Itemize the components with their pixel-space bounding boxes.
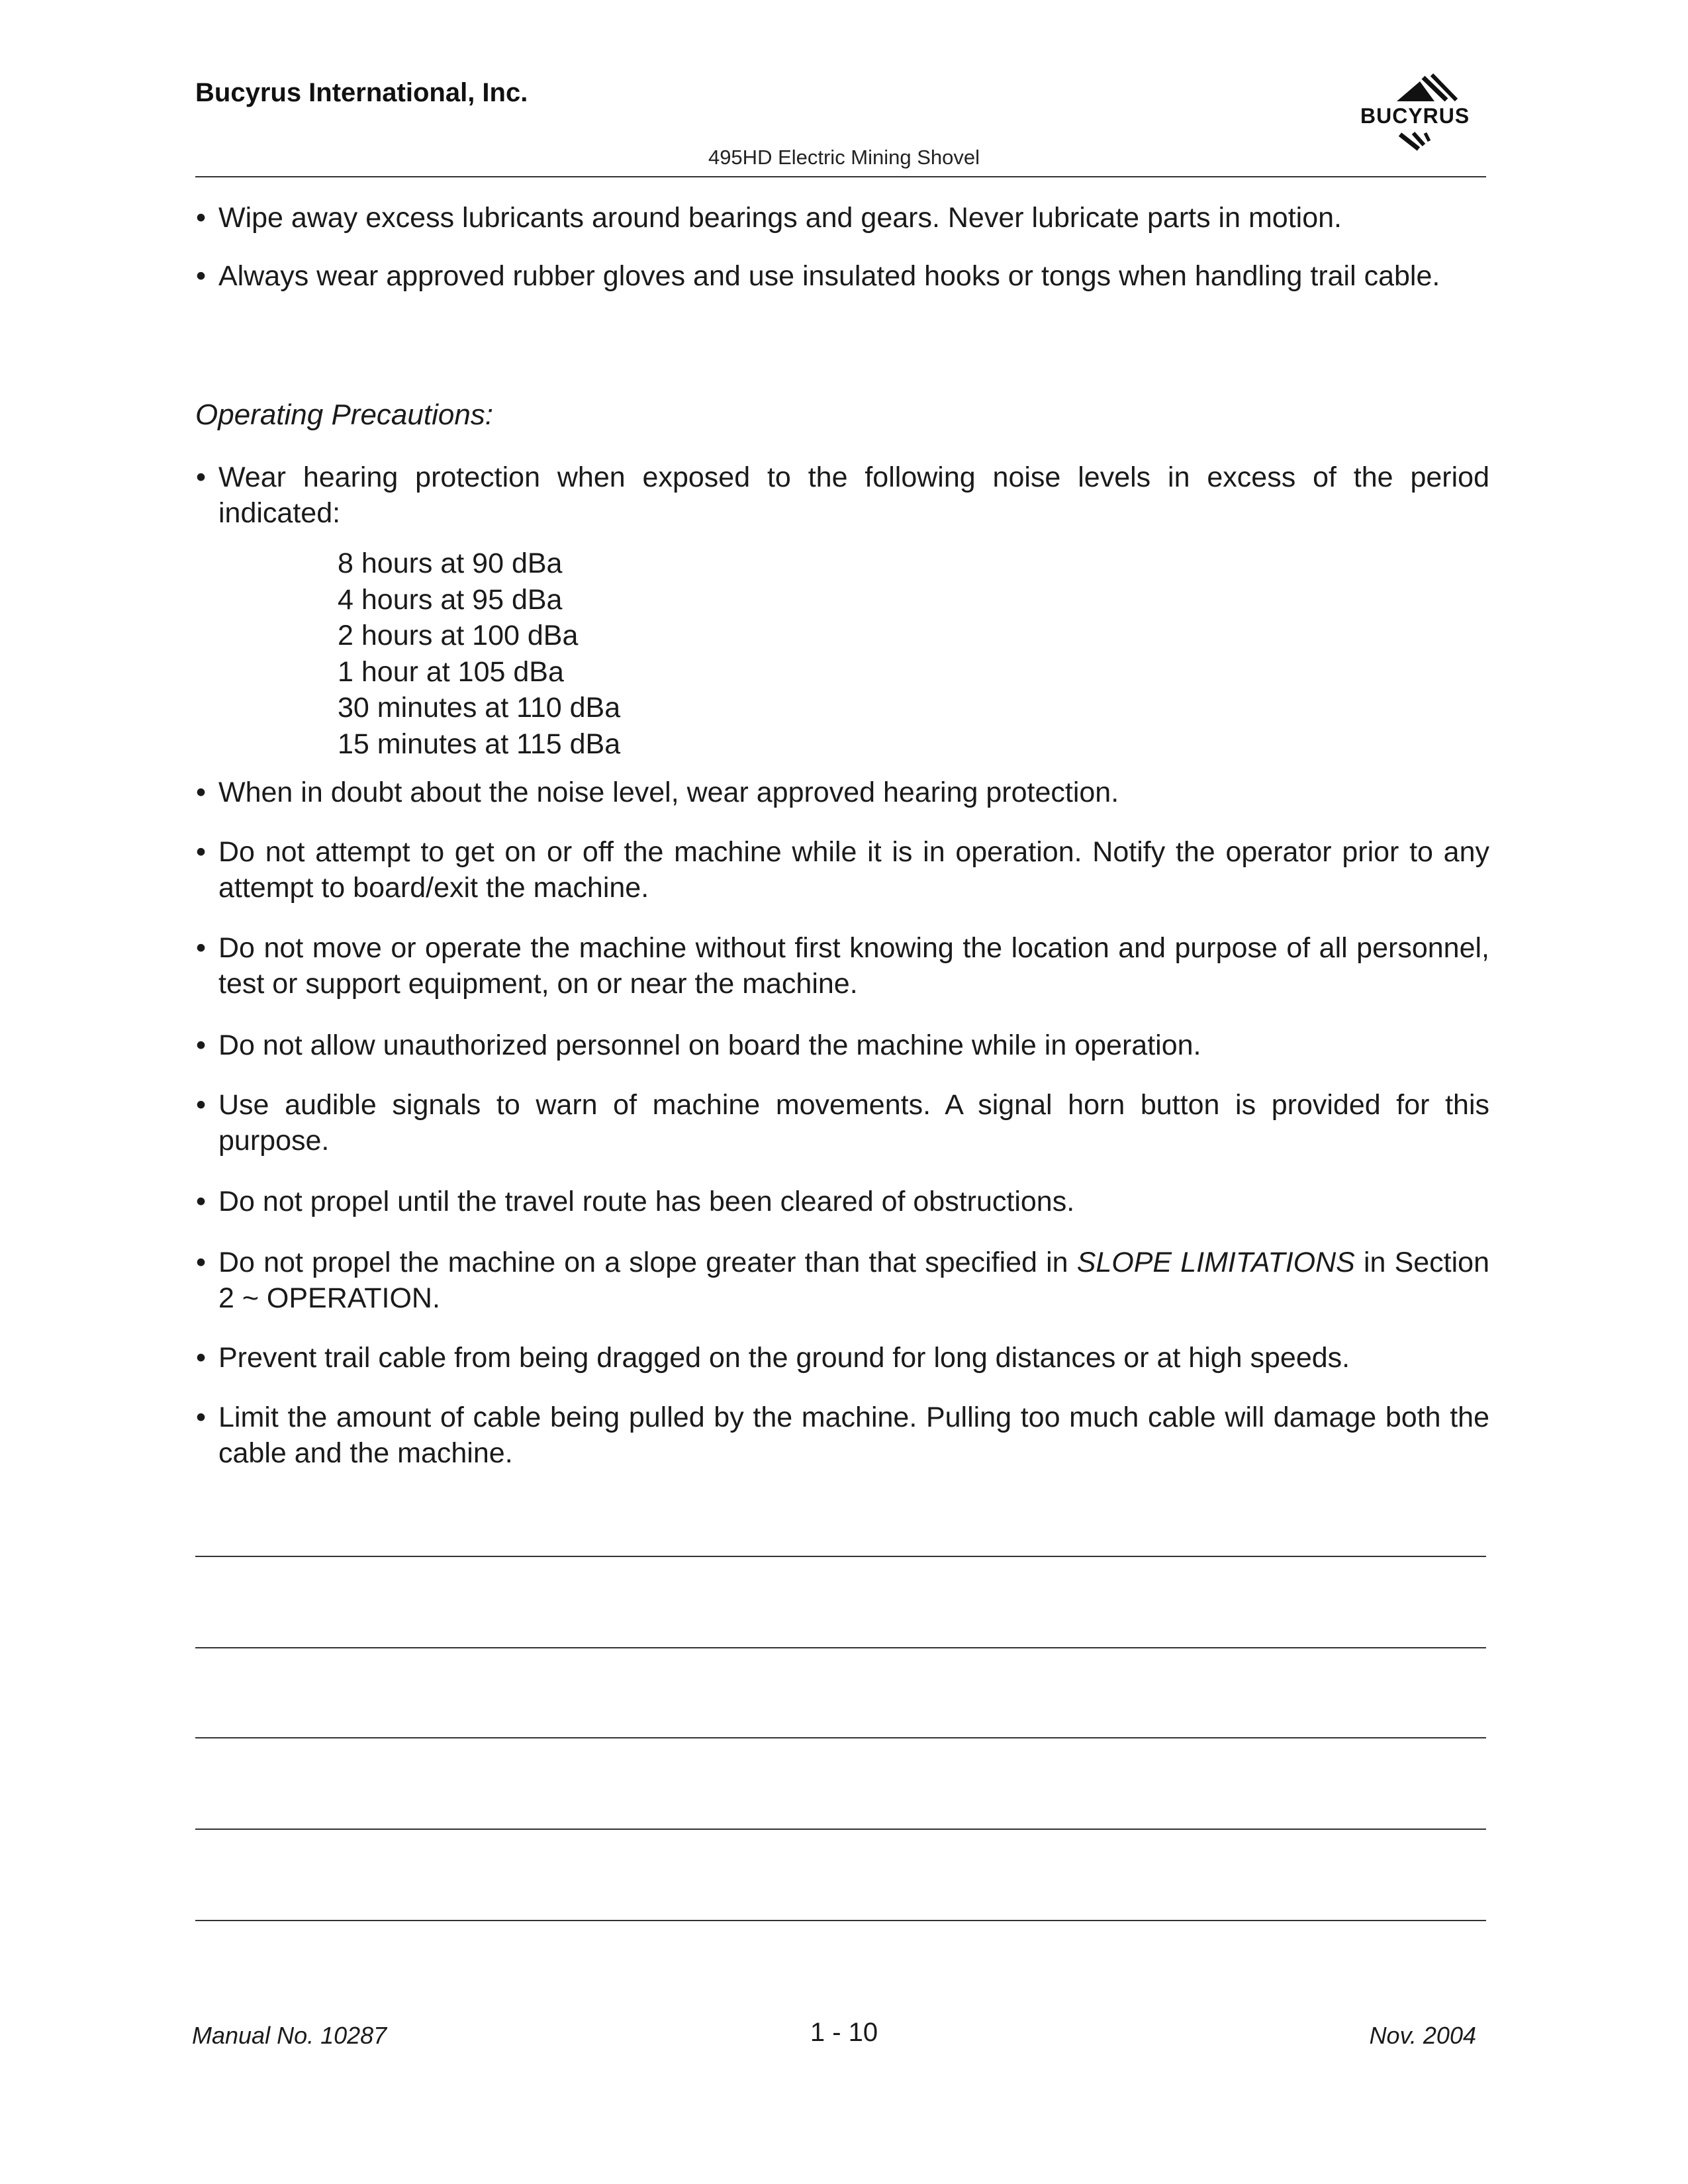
list-item: [196, 1087, 1489, 1159]
list-item: [196, 1184, 1489, 1219]
logo-text: BUCYRUS: [1360, 104, 1470, 128]
publication-date: Nov. 2004: [1369, 2022, 1476, 2049]
bullet-text: Use audible signals to warn of machine movements. A signal horn button is provided for this purpose.: [218, 1089, 1489, 1157]
noise-level-item: 2 hours at 100 dBa: [338, 620, 579, 651]
page-number: 1 - 10: [810, 2018, 878, 2047]
bullet-text: When in doubt about the noise level, wear approved hearing protection.: [218, 777, 1119, 808]
bullet-icon: •: [196, 1029, 207, 1061]
bullet-text: Limit the amount of cable being pulled by the machine. Pulling too much cable will damage both the cable and the machine.: [218, 1401, 1489, 1469]
bullet-text: Wear hearing protection when exposed to the following noise levels in excess of the period indicated:: [218, 461, 1489, 529]
list-item: [196, 1340, 1489, 1376]
section-heading: Operating Precautions:: [195, 399, 494, 431]
bullet-icon: •: [196, 461, 207, 493]
noise-level-item: 8 hours at 90 dBa: [338, 547, 563, 579]
list-item: [196, 775, 1489, 810]
manual-number: Manual No. 10287: [192, 2022, 387, 2049]
list-item: [196, 258, 1489, 294]
bullet-text: Prevent trail cable from being dragged on the ground for long distances or at high speeds.: [218, 1342, 1350, 1374]
list-item: [196, 1400, 1489, 1471]
bullet-text: Do not move or operate the machine without first knowing the location and purpose of all personnel, test or support equipment, on or near the machine.: [218, 932, 1489, 1000]
header-rule: [195, 176, 1486, 177]
bullet-text: Do not attempt to get on or off the machine while it is in operation. Notify the operator prior to any attempt to board/exit the machine.: [218, 836, 1489, 904]
list-item: [196, 459, 1489, 531]
bullet-icon: •: [196, 1089, 207, 1121]
note-line: [195, 1920, 1486, 1921]
list-item: [196, 834, 1489, 906]
list-item: [196, 930, 1489, 1002]
note-line: [195, 1556, 1486, 1557]
note-line: [195, 1828, 1486, 1830]
bullet-icon: •: [196, 1247, 207, 1278]
bullet-icon: •: [196, 1186, 207, 1217]
noise-level-item: 1 hour at 105 dBa: [338, 655, 564, 688]
document-subtitle: 495HD Electric Mining Shovel: [708, 146, 980, 169]
bullet-text: [218, 1245, 1489, 1316]
list-item: [196, 200, 1489, 236]
list-item: [196, 1027, 1489, 1063]
slope-text-post: in Section 2 ~ OPERATION.: [218, 1247, 1489, 1314]
note-line: [195, 1737, 1486, 1738]
slope-limitations-reference: SLOPE LIMITATIONS: [1076, 1247, 1355, 1278]
bullet-text: Always wear approved rubber gloves and use insulated hooks or tongs when handling trail cable.: [218, 260, 1440, 292]
noise-level-list: [338, 546, 620, 762]
slope-text-pre: Do not propel the machine on a slope greater than that specified in: [218, 1247, 1077, 1278]
bullet-icon: •: [196, 1401, 207, 1433]
bullet-icon: •: [196, 202, 207, 234]
note-line: [195, 1647, 1486, 1648]
bullet-text: Wipe away excess lubricants around bearings and gears. Never lubricate parts in motion.: [218, 202, 1342, 234]
bullet-text: Do not allow unauthorized personnel on board the machine while in operation.: [218, 1029, 1201, 1061]
bullet-icon: •: [196, 836, 207, 868]
bullet-text: Do not propel until the travel route has been cleared of obstructions.: [218, 1186, 1075, 1217]
list-item: [196, 1245, 1489, 1316]
noise-level-item: 4 hours at 95 dBa: [338, 583, 563, 616]
company-name: Bucyrus International, Inc.: [195, 78, 528, 107]
bullet-icon: •: [196, 1342, 207, 1374]
bullet-icon: •: [196, 932, 207, 964]
bullet-icon: •: [196, 777, 207, 808]
bullet-icon: •: [196, 260, 207, 292]
noise-level-item: 30 minutes at 110 dBa: [338, 692, 621, 724]
noise-level-item: 15 minutes at 115 dBa: [338, 728, 621, 760]
